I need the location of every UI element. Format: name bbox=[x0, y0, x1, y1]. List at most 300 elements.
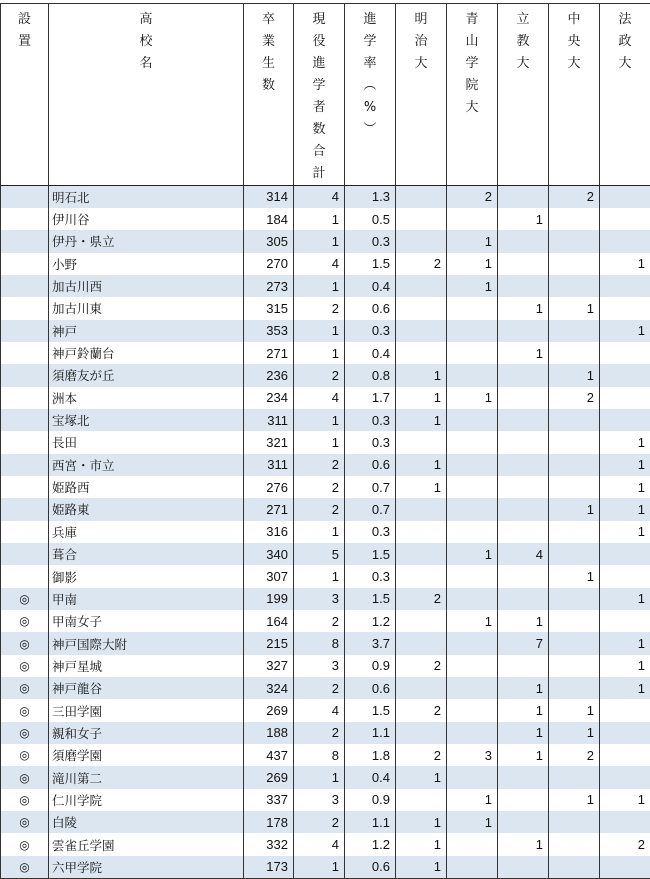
cell-school: 甲南女子 bbox=[49, 610, 244, 632]
table-row bbox=[1, 699, 650, 721]
cell-rikkyo: 1 bbox=[498, 208, 549, 230]
header-char: 治 bbox=[396, 31, 446, 53]
cell-hosei bbox=[600, 610, 650, 632]
cell-school: 葺合 bbox=[49, 543, 244, 565]
cell-chuo bbox=[549, 431, 600, 453]
cell-chuo bbox=[549, 476, 600, 498]
cell-aoyama: 1 bbox=[447, 387, 498, 409]
cell-mark bbox=[1, 275, 49, 297]
cell-hosei bbox=[600, 811, 650, 833]
header-char: 大 bbox=[498, 53, 548, 75]
cell-graduates: 311 bbox=[244, 454, 294, 476]
cell-rikkyo bbox=[498, 230, 549, 252]
cell-total: 3 bbox=[294, 588, 345, 610]
cell-school: 親和女子 bbox=[49, 722, 244, 744]
cell-mark: ◎ bbox=[1, 833, 49, 855]
cell-aoyama: 1 bbox=[447, 275, 498, 297]
cell-school: 須磨学園 bbox=[49, 744, 244, 766]
cell-school: 洲本 bbox=[49, 387, 244, 409]
cell-chuo bbox=[549, 833, 600, 855]
cell-rate: 0.3 bbox=[345, 521, 396, 543]
cell-meiji bbox=[396, 677, 447, 699]
cell-graduates: 324 bbox=[244, 677, 294, 699]
cell-aoyama bbox=[447, 588, 498, 610]
table-row bbox=[1, 431, 650, 453]
cell-hosei: 1 bbox=[600, 588, 650, 610]
header-char: 率 bbox=[345, 53, 395, 75]
cell-chuo: 1 bbox=[549, 498, 600, 520]
cell-meiji: 2 bbox=[396, 744, 447, 766]
cell-graduates: 270 bbox=[244, 253, 294, 275]
header-char: 校 bbox=[49, 31, 243, 53]
cell-total: 2 bbox=[294, 722, 345, 744]
cell-rate: 1.5 bbox=[345, 699, 396, 721]
cell-rate: 0.7 bbox=[345, 498, 396, 520]
cell-chuo bbox=[549, 521, 600, 543]
cell-aoyama bbox=[447, 856, 498, 878]
cell-aoyama: 1 bbox=[447, 811, 498, 833]
cell-total: 2 bbox=[294, 476, 345, 498]
cell-rikkyo bbox=[498, 186, 549, 208]
cell-school: 明石北 bbox=[49, 186, 244, 208]
cell-mark bbox=[1, 498, 49, 520]
cell-chuo bbox=[549, 632, 600, 654]
cell-aoyama bbox=[447, 766, 498, 788]
cell-aoyama bbox=[447, 476, 498, 498]
cell-chuo: 1 bbox=[549, 699, 600, 721]
cell-rate: 1.3 bbox=[345, 186, 396, 208]
cell-rate: 0.4 bbox=[345, 275, 396, 297]
cell-total: 4 bbox=[294, 387, 345, 409]
cell-total: 4 bbox=[294, 186, 345, 208]
cell-mark: ◎ bbox=[1, 744, 49, 766]
cell-aoyama bbox=[447, 677, 498, 699]
cell-rate: 0.6 bbox=[345, 297, 396, 319]
cell-mark: ◎ bbox=[1, 722, 49, 744]
cell-graduates: 188 bbox=[244, 722, 294, 744]
cell-aoyama bbox=[447, 342, 498, 364]
cell-aoyama bbox=[447, 364, 498, 386]
cell-school: 須磨友が丘 bbox=[49, 364, 244, 386]
cell-aoyama bbox=[447, 833, 498, 855]
table-row bbox=[1, 186, 650, 208]
cell-school: 白陵 bbox=[49, 811, 244, 833]
cell-hosei bbox=[600, 186, 650, 208]
cell-aoyama: 1 bbox=[447, 230, 498, 252]
cell-mark bbox=[1, 521, 49, 543]
cell-school: 姫路東 bbox=[49, 498, 244, 520]
cell-hosei bbox=[600, 699, 650, 721]
table-row bbox=[1, 297, 650, 319]
cell-aoyama bbox=[447, 632, 498, 654]
cell-hosei bbox=[600, 342, 650, 364]
table-row bbox=[1, 230, 650, 252]
cell-total: 3 bbox=[294, 655, 345, 677]
cell-aoyama: 2 bbox=[447, 186, 498, 208]
cell-hosei: 1 bbox=[600, 655, 650, 677]
cell-hosei: 1 bbox=[600, 498, 650, 520]
table-row bbox=[1, 409, 650, 431]
header-char: ︶ bbox=[345, 119, 395, 141]
header-char: 院 bbox=[447, 75, 497, 97]
cell-chuo bbox=[549, 588, 600, 610]
cell-hosei bbox=[600, 565, 650, 587]
cell-rate: 0.3 bbox=[345, 230, 396, 252]
header-char: 合 bbox=[294, 141, 344, 163]
table-row bbox=[1, 253, 650, 275]
cell-school: 小野 bbox=[49, 253, 244, 275]
column-header-total bbox=[294, 4, 345, 186]
cell-mark: ◎ bbox=[1, 610, 49, 632]
table-row bbox=[1, 364, 650, 386]
table-row bbox=[1, 811, 650, 833]
table-row bbox=[1, 677, 650, 699]
cell-hosei: 1 bbox=[600, 677, 650, 699]
cell-total: 1 bbox=[294, 409, 345, 431]
cell-aoyama: 3 bbox=[447, 744, 498, 766]
table-body bbox=[1, 186, 650, 879]
cell-hosei bbox=[600, 856, 650, 878]
cell-rate: 0.4 bbox=[345, 766, 396, 788]
cell-chuo bbox=[549, 454, 600, 476]
cell-hosei: 1 bbox=[600, 521, 650, 543]
cell-hosei bbox=[600, 230, 650, 252]
cell-mark bbox=[1, 320, 49, 342]
cell-meiji: 1 bbox=[396, 387, 447, 409]
cell-rate: 1.1 bbox=[345, 722, 396, 744]
cell-school: 仁川学院 bbox=[49, 789, 244, 811]
cell-total: 5 bbox=[294, 543, 345, 565]
cell-hosei bbox=[600, 275, 650, 297]
cell-aoyama bbox=[447, 498, 498, 520]
cell-mark: ◎ bbox=[1, 699, 49, 721]
cell-rikkyo bbox=[498, 565, 549, 587]
cell-chuo bbox=[549, 208, 600, 230]
header-char: 教 bbox=[498, 31, 548, 53]
cell-aoyama bbox=[447, 699, 498, 721]
cell-rikkyo: 4 bbox=[498, 543, 549, 565]
cell-rikkyo: 1 bbox=[498, 722, 549, 744]
cell-graduates: 315 bbox=[244, 297, 294, 319]
cell-aoyama: 1 bbox=[447, 789, 498, 811]
cell-total: 2 bbox=[294, 498, 345, 520]
cell-mark bbox=[1, 409, 49, 431]
table-row bbox=[1, 275, 650, 297]
cell-chuo: 2 bbox=[549, 387, 600, 409]
cell-school: 神戸鈴蘭台 bbox=[49, 342, 244, 364]
header-char: 役 bbox=[294, 31, 344, 53]
cell-chuo: 1 bbox=[549, 722, 600, 744]
cell-meiji: 1 bbox=[396, 811, 447, 833]
header-char: 計 bbox=[294, 163, 344, 185]
cell-rate: 1.8 bbox=[345, 744, 396, 766]
cell-rikkyo bbox=[498, 275, 549, 297]
cell-meiji: 1 bbox=[396, 476, 447, 498]
cell-chuo bbox=[549, 856, 600, 878]
cell-graduates: 307 bbox=[244, 565, 294, 587]
cell-graduates: 271 bbox=[244, 498, 294, 520]
cell-mark: ◎ bbox=[1, 655, 49, 677]
cell-graduates: 215 bbox=[244, 632, 294, 654]
cell-hosei bbox=[600, 744, 650, 766]
header-char: 進 bbox=[345, 9, 395, 31]
cell-graduates: 316 bbox=[244, 521, 294, 543]
cell-meiji bbox=[396, 498, 447, 520]
cell-mark bbox=[1, 431, 49, 453]
cell-hosei: 1 bbox=[600, 431, 650, 453]
cell-meiji: 2 bbox=[396, 699, 447, 721]
header-char: 置 bbox=[1, 31, 48, 53]
cell-meiji bbox=[396, 230, 447, 252]
cell-rikkyo bbox=[498, 409, 549, 431]
cell-school: 六甲学院 bbox=[49, 856, 244, 878]
cell-total: 3 bbox=[294, 789, 345, 811]
cell-rikkyo bbox=[498, 789, 549, 811]
cell-graduates: 184 bbox=[244, 208, 294, 230]
cell-rikkyo: 1 bbox=[498, 699, 549, 721]
cell-meiji bbox=[396, 521, 447, 543]
cell-mark bbox=[1, 208, 49, 230]
cell-hosei bbox=[600, 208, 650, 230]
cell-hosei bbox=[600, 364, 650, 386]
cell-chuo: 1 bbox=[549, 297, 600, 319]
cell-hosei: 1 bbox=[600, 476, 650, 498]
cell-graduates: 437 bbox=[244, 744, 294, 766]
cell-rate: 1.7 bbox=[345, 387, 396, 409]
header-char: 業 bbox=[244, 31, 293, 53]
cell-graduates: 314 bbox=[244, 186, 294, 208]
cell-meiji: 1 bbox=[396, 364, 447, 386]
cell-aoyama bbox=[447, 320, 498, 342]
cell-graduates: 305 bbox=[244, 230, 294, 252]
header-char: ︵ bbox=[345, 75, 395, 97]
cell-total: 2 bbox=[294, 454, 345, 476]
cell-graduates: 353 bbox=[244, 320, 294, 342]
cell-rikkyo bbox=[498, 498, 549, 520]
cell-chuo bbox=[549, 677, 600, 699]
cell-rikkyo: 1 bbox=[498, 833, 549, 855]
cell-mark bbox=[1, 476, 49, 498]
cell-hosei: 1 bbox=[600, 320, 650, 342]
cell-rate: 1.2 bbox=[345, 833, 396, 855]
cell-rate: 0.9 bbox=[345, 655, 396, 677]
cell-aoyama bbox=[447, 454, 498, 476]
cell-school: 伊丹・県立 bbox=[49, 230, 244, 252]
cell-rate: 1.5 bbox=[345, 543, 396, 565]
column-header-rate bbox=[345, 4, 396, 186]
cell-mark bbox=[1, 230, 49, 252]
cell-graduates: 178 bbox=[244, 811, 294, 833]
cell-chuo bbox=[549, 320, 600, 342]
cell-school: 雲雀丘学園 bbox=[49, 833, 244, 855]
cell-hosei bbox=[600, 766, 650, 788]
cell-total: 1 bbox=[294, 565, 345, 587]
cell-meiji bbox=[396, 297, 447, 319]
cell-aoyama bbox=[447, 565, 498, 587]
column-header-chuo bbox=[549, 4, 600, 186]
cell-rate: 0.5 bbox=[345, 208, 396, 230]
header-char: 明 bbox=[396, 9, 446, 31]
cell-meiji bbox=[396, 632, 447, 654]
cell-school: 滝川第二 bbox=[49, 766, 244, 788]
cell-aoyama bbox=[447, 521, 498, 543]
table-row bbox=[1, 565, 650, 587]
table-row bbox=[1, 610, 650, 632]
header-char: 設 bbox=[1, 9, 48, 31]
cell-mark bbox=[1, 253, 49, 275]
table-row bbox=[1, 744, 650, 766]
cell-total: 2 bbox=[294, 364, 345, 386]
header-char: 現 bbox=[294, 9, 344, 31]
header-char: 大 bbox=[447, 97, 497, 119]
cell-total: 1 bbox=[294, 431, 345, 453]
table-row bbox=[1, 789, 650, 811]
cell-total: 2 bbox=[294, 297, 345, 319]
cell-aoyama bbox=[447, 409, 498, 431]
table-row bbox=[1, 543, 650, 565]
table-row bbox=[1, 320, 650, 342]
cell-total: 4 bbox=[294, 253, 345, 275]
cell-total: 8 bbox=[294, 632, 345, 654]
header-row bbox=[1, 4, 650, 186]
cell-total: 1 bbox=[294, 320, 345, 342]
table-row bbox=[1, 521, 650, 543]
table-row bbox=[1, 722, 650, 744]
cell-rikkyo: 1 bbox=[498, 610, 549, 632]
header-char: 大 bbox=[396, 53, 446, 75]
cell-rikkyo: 1 bbox=[498, 297, 549, 319]
cell-chuo: 1 bbox=[549, 364, 600, 386]
header-char: 生 bbox=[244, 53, 293, 75]
cell-chuo bbox=[549, 409, 600, 431]
cell-graduates: 337 bbox=[244, 789, 294, 811]
cell-rikkyo bbox=[498, 320, 549, 342]
cell-rate: 0.3 bbox=[345, 409, 396, 431]
cell-chuo bbox=[549, 811, 600, 833]
cell-rikkyo bbox=[498, 431, 549, 453]
table-row bbox=[1, 655, 650, 677]
cell-total: 1 bbox=[294, 521, 345, 543]
cell-rikkyo: 1 bbox=[498, 744, 549, 766]
cell-mark bbox=[1, 186, 49, 208]
cell-meiji: 1 bbox=[396, 766, 447, 788]
cell-graduates: 276 bbox=[244, 476, 294, 498]
cell-rate: 1.1 bbox=[345, 811, 396, 833]
cell-mark bbox=[1, 454, 49, 476]
column-header-meiji bbox=[396, 4, 447, 186]
cell-graduates: 332 bbox=[244, 833, 294, 855]
cell-rate: 0.6 bbox=[345, 677, 396, 699]
table-row bbox=[1, 476, 650, 498]
cell-rate: 0.3 bbox=[345, 565, 396, 587]
cell-total: 1 bbox=[294, 856, 345, 878]
cell-total: 1 bbox=[294, 208, 345, 230]
cell-total: 2 bbox=[294, 811, 345, 833]
cell-meiji bbox=[396, 789, 447, 811]
cell-school: 姫路西 bbox=[49, 476, 244, 498]
cell-mark bbox=[1, 387, 49, 409]
cell-meiji: 2 bbox=[396, 655, 447, 677]
cell-school: 神戸国際大附 bbox=[49, 632, 244, 654]
header-char: 立 bbox=[498, 9, 548, 31]
cell-total: 4 bbox=[294, 833, 345, 855]
cell-graduates: 327 bbox=[244, 655, 294, 677]
cell-mark bbox=[1, 543, 49, 565]
cell-aoyama bbox=[447, 655, 498, 677]
cell-rikkyo bbox=[498, 454, 549, 476]
header-char: 名 bbox=[49, 53, 243, 75]
cell-rikkyo bbox=[498, 856, 549, 878]
header-char: 法 bbox=[600, 9, 650, 31]
cell-chuo bbox=[549, 230, 600, 252]
table-row bbox=[1, 856, 650, 878]
header-char: 学 bbox=[294, 75, 344, 97]
header-char: 学 bbox=[345, 31, 395, 53]
cell-meiji bbox=[396, 320, 447, 342]
cell-meiji: 2 bbox=[396, 253, 447, 275]
table-row bbox=[1, 766, 650, 788]
cell-meiji: 1 bbox=[396, 409, 447, 431]
cell-graduates: 271 bbox=[244, 342, 294, 364]
header-char: 山 bbox=[447, 31, 497, 53]
cell-aoyama bbox=[447, 431, 498, 453]
cell-chuo: 2 bbox=[549, 744, 600, 766]
cell-rate: 3.7 bbox=[345, 632, 396, 654]
cell-meiji: 1 bbox=[396, 833, 447, 855]
cell-rikkyo: 1 bbox=[498, 342, 549, 364]
cell-rate: 0.4 bbox=[345, 342, 396, 364]
cell-aoyama: 1 bbox=[447, 543, 498, 565]
cell-graduates: 273 bbox=[244, 275, 294, 297]
cell-aoyama: 1 bbox=[447, 253, 498, 275]
cell-rate: 0.6 bbox=[345, 454, 396, 476]
table-row bbox=[1, 632, 650, 654]
table-row bbox=[1, 833, 650, 855]
header-char: 央 bbox=[549, 31, 599, 53]
cell-total: 1 bbox=[294, 342, 345, 364]
cell-total: 2 bbox=[294, 677, 345, 699]
cell-mark: ◎ bbox=[1, 789, 49, 811]
header-char: 数 bbox=[244, 75, 293, 97]
cell-graduates: 234 bbox=[244, 387, 294, 409]
cell-rate: 0.9 bbox=[345, 789, 396, 811]
cell-graduates: 311 bbox=[244, 409, 294, 431]
cell-mark bbox=[1, 297, 49, 319]
table-row bbox=[1, 588, 650, 610]
table-row bbox=[1, 454, 650, 476]
column-header-setsuchi bbox=[1, 4, 49, 186]
cell-rikkyo bbox=[498, 476, 549, 498]
cell-hosei: 1 bbox=[600, 454, 650, 476]
header-char: 高 bbox=[49, 9, 243, 31]
cell-school: 長田 bbox=[49, 431, 244, 453]
cell-hosei: 1 bbox=[600, 789, 650, 811]
cell-graduates: 199 bbox=[244, 588, 294, 610]
cell-school: 神戸龍谷 bbox=[49, 677, 244, 699]
cell-meiji bbox=[396, 543, 447, 565]
header-char: 青 bbox=[447, 9, 497, 31]
cell-mark bbox=[1, 342, 49, 364]
cell-school: 西宮・市立 bbox=[49, 454, 244, 476]
cell-rikkyo bbox=[498, 766, 549, 788]
cell-rate: 0.7 bbox=[345, 476, 396, 498]
cell-meiji: 2 bbox=[396, 588, 447, 610]
cell-total: 1 bbox=[294, 230, 345, 252]
cell-graduates: 269 bbox=[244, 699, 294, 721]
cell-rikkyo bbox=[498, 588, 549, 610]
cell-meiji bbox=[396, 275, 447, 297]
header-char: 大 bbox=[549, 53, 599, 75]
